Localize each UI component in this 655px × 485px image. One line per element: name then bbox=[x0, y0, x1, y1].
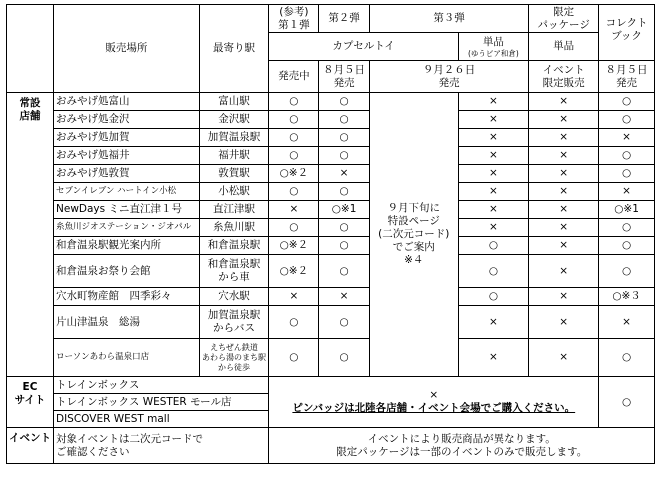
mark-wave2: ○ bbox=[319, 93, 370, 111]
mark-single: × bbox=[458, 183, 529, 201]
category-stores bbox=[7, 93, 54, 377]
store-name: おみやげ処富山 bbox=[54, 93, 200, 111]
store-name: おみやげ処福井 bbox=[54, 147, 200, 165]
table-row bbox=[7, 147, 655, 165]
table-row bbox=[7, 111, 655, 129]
header-station: 最寄り駅 bbox=[199, 5, 269, 93]
category-ec-line2: サイト bbox=[14, 394, 46, 406]
table-row bbox=[7, 201, 655, 219]
header-sep26 bbox=[369, 61, 528, 93]
mark-wave1: × bbox=[269, 201, 319, 219]
ec-note-cell bbox=[269, 377, 599, 428]
table-row bbox=[7, 93, 655, 111]
sep26-note bbox=[369, 93, 458, 377]
header-wave2: 第２弾 bbox=[319, 5, 370, 33]
header-single2: 単品 bbox=[529, 33, 599, 61]
category-ec-line1: EC bbox=[22, 381, 38, 393]
ec-site-name: トレインボックス WESTER モール店 bbox=[54, 394, 269, 411]
header-single-sub: (ゆうビア和倉) bbox=[468, 48, 519, 58]
mark-wave1: ○ bbox=[269, 183, 319, 201]
table-row bbox=[7, 377, 655, 394]
mark-wave2: × bbox=[319, 288, 370, 306]
store-name: 和倉温泉駅観光案内所 bbox=[54, 237, 200, 255]
store-name: 和倉温泉お祭り会館 bbox=[54, 255, 200, 288]
store-station-line2: から車 bbox=[218, 271, 250, 283]
header-event-line1: イベント bbox=[542, 63, 585, 76]
mark-limited: × bbox=[529, 183, 599, 201]
mark-limited: × bbox=[529, 219, 599, 237]
mark-collect: ○ bbox=[599, 339, 655, 377]
mark-wave1: × bbox=[269, 288, 319, 306]
mark-limited: × bbox=[529, 339, 599, 377]
mark-limited: × bbox=[529, 165, 599, 183]
mark-wave1: ○ bbox=[269, 219, 319, 237]
mark-wave1: ○ bbox=[269, 111, 319, 129]
store-station bbox=[199, 306, 269, 339]
store-station bbox=[199, 339, 269, 377]
corner-cell bbox=[7, 5, 54, 93]
mark-single: × bbox=[458, 147, 529, 165]
mark-wave2: ○ bbox=[319, 339, 370, 377]
event-instructions bbox=[54, 428, 269, 464]
mark-collect: × bbox=[599, 183, 655, 201]
header-aug5-release: 発売 bbox=[333, 76, 355, 89]
store-station: 糸魚川駅 bbox=[199, 219, 269, 237]
sep26-note-line4: でご案内 bbox=[392, 241, 435, 253]
mark-wave1: ○ bbox=[269, 339, 319, 377]
mark-single: × bbox=[458, 219, 529, 237]
header-wave1 bbox=[269, 5, 319, 33]
header-collect bbox=[599, 5, 655, 61]
mark-single: × bbox=[458, 129, 529, 147]
store-name: おみやげ処金沢 bbox=[54, 111, 200, 129]
mark-single: × bbox=[458, 165, 529, 183]
mark-collect: ○ bbox=[599, 147, 655, 165]
mark-limited: × bbox=[529, 147, 599, 165]
header-single bbox=[458, 33, 529, 61]
mark-wave1: ○ bbox=[269, 129, 319, 147]
mark-collect: ○ bbox=[599, 165, 655, 183]
category-ec bbox=[7, 377, 54, 428]
mark-limited: × bbox=[529, 288, 599, 306]
mark-limited: × bbox=[529, 93, 599, 111]
event-text-line2: ご確認ください bbox=[56, 445, 130, 458]
header-event-limited bbox=[529, 61, 599, 93]
store-station-line1: 和倉温泉駅 bbox=[207, 258, 261, 270]
store-station-line1: えちぜん鉄道 bbox=[210, 342, 258, 352]
sales-location-table-container bbox=[6, 4, 655, 464]
sep26-note-line2: 特設ページ bbox=[387, 215, 440, 227]
mark-collect: ○ bbox=[599, 111, 655, 129]
mark-limited: × bbox=[529, 201, 599, 219]
mark-collect: ○ bbox=[599, 237, 655, 255]
mark-single: × bbox=[458, 306, 529, 339]
sep26-note-line1: ９月下旬に bbox=[387, 202, 440, 214]
store-name: ローソンあわら温泉口店 bbox=[54, 339, 200, 377]
mark-wave1: ○ bbox=[269, 93, 319, 111]
header-collect-release: 発売 bbox=[616, 76, 638, 89]
table-row bbox=[7, 288, 655, 306]
header-collect-aug5: ８月５日 bbox=[605, 63, 648, 76]
mark-limited: × bbox=[529, 129, 599, 147]
header-shop: 販売場所 bbox=[54, 5, 200, 93]
mark-limited: × bbox=[529, 111, 599, 129]
header-sep26-release: 発売 bbox=[438, 76, 460, 89]
mark-wave2: ○ bbox=[319, 147, 370, 165]
mark-wave2: ○※1 bbox=[319, 201, 370, 219]
event-note-cell bbox=[269, 428, 655, 464]
header-collect-date bbox=[599, 61, 655, 93]
category-stores-line2: 店舗 bbox=[19, 110, 41, 122]
mark-wave2: ○ bbox=[319, 306, 370, 339]
header-wave1-label: 第１弾 bbox=[278, 18, 310, 31]
event-note-line1: イベントにより販売商品が異なります。 bbox=[367, 432, 556, 445]
header-aug5 bbox=[319, 61, 370, 93]
mark-single: ○ bbox=[458, 237, 529, 255]
store-station: 加賀温泉駅 bbox=[199, 129, 269, 147]
mark-single: × bbox=[458, 201, 529, 219]
header-wave3: 第３弾 bbox=[369, 5, 528, 33]
mark-single: ○ bbox=[458, 255, 529, 288]
header-ref-label: (参考) bbox=[279, 5, 309, 18]
ec-site-name: DISCOVER WEST mall bbox=[54, 411, 269, 428]
header-aug5-date: ８月５日 bbox=[323, 63, 366, 76]
store-station-line1: 加賀温泉駅 bbox=[207, 309, 261, 321]
mark-wave1: ○ bbox=[269, 306, 319, 339]
mark-wave1: ○※２ bbox=[269, 237, 319, 255]
mark-wave2: ○ bbox=[319, 129, 370, 147]
ec-note: ピンバッジは北陸各店舗・イベント会場でご購入ください。 bbox=[292, 402, 576, 414]
category-event: イベント bbox=[7, 428, 54, 464]
table-row bbox=[7, 129, 655, 147]
header-collect-line1: コレクト bbox=[605, 17, 648, 29]
mark-collect: ○ bbox=[599, 219, 655, 237]
store-station-line2: あわら湯のまち駅 bbox=[202, 352, 267, 362]
mark-wave2: ○ bbox=[319, 255, 370, 288]
store-name: おみやげ処敦賀 bbox=[54, 165, 200, 183]
ec-mark: × bbox=[429, 389, 439, 401]
header-limited-line1: 限定 bbox=[553, 5, 575, 18]
mark-wave2: ○ bbox=[319, 111, 370, 129]
store-station: 小松駅 bbox=[199, 183, 269, 201]
mark-limited: × bbox=[529, 306, 599, 339]
store-station: 和倉温泉駅 bbox=[199, 237, 269, 255]
sales-location-table bbox=[6, 4, 655, 464]
ec-collect-mark: ○ bbox=[599, 377, 655, 428]
table-row bbox=[7, 165, 655, 183]
mark-collect: ○ bbox=[599, 93, 655, 111]
mark-limited: × bbox=[529, 237, 599, 255]
mark-wave2: ○ bbox=[319, 183, 370, 201]
mark-collect: × bbox=[599, 306, 655, 339]
mark-collect: ○※1 bbox=[599, 201, 655, 219]
event-note-line2: 限定パッケージは一部のイベントのみで販売します。 bbox=[336, 445, 588, 458]
mark-wave1: ○ bbox=[269, 147, 319, 165]
mark-wave2: ○ bbox=[319, 219, 370, 237]
header-on-sale: 発売中 bbox=[269, 61, 319, 93]
header-single-label: 単品 bbox=[482, 35, 504, 48]
store-name: おみやげ処加賀 bbox=[54, 129, 200, 147]
header-limited-line2: パッケージ bbox=[537, 18, 590, 31]
mark-wave2: × bbox=[319, 165, 370, 183]
event-text-line1: 対象イベントは二次元コードで bbox=[56, 432, 203, 445]
mark-single: × bbox=[458, 111, 529, 129]
mark-wave2: ○ bbox=[319, 237, 370, 255]
mark-single: ○ bbox=[458, 288, 529, 306]
mark-single: × bbox=[458, 93, 529, 111]
store-name: セブンイレブン ハートイン小松 bbox=[54, 183, 200, 201]
table-row bbox=[7, 428, 655, 464]
store-name: 片山津温泉 総湯 bbox=[54, 306, 200, 339]
category-stores-line1: 常設 bbox=[19, 97, 41, 109]
store-station-line2: からバス bbox=[213, 322, 256, 334]
mark-collect: × bbox=[599, 129, 655, 147]
store-station bbox=[199, 255, 269, 288]
table-row bbox=[7, 255, 655, 288]
header-limited bbox=[529, 5, 599, 33]
store-station: 福井駅 bbox=[199, 147, 269, 165]
mark-limited: × bbox=[529, 255, 599, 288]
store-station: 富山駅 bbox=[199, 93, 269, 111]
header-sep26-date: ９月２６日 bbox=[422, 63, 476, 76]
table-row bbox=[7, 219, 655, 237]
sep26-note-line3: (二次元コード) bbox=[378, 228, 450, 240]
store-station: 直江津駅 bbox=[199, 201, 269, 219]
table-row bbox=[7, 306, 655, 339]
store-station-line3: から徒歩 bbox=[218, 362, 251, 372]
store-station: 穴水駅 bbox=[199, 288, 269, 306]
mark-single: × bbox=[458, 339, 529, 377]
mark-wave1: ○※２ bbox=[269, 255, 319, 288]
header-collect-line2: ブック bbox=[611, 30, 642, 42]
mark-collect: ○※３ bbox=[599, 288, 655, 306]
header-event-line2: 限定販売 bbox=[542, 76, 585, 89]
table-row bbox=[7, 237, 655, 255]
ec-site-name: トレインボックス bbox=[54, 377, 269, 394]
store-name: 穴水町物産館 四季彩々 bbox=[54, 288, 200, 306]
store-name: NewDays ミニ直江津１号 bbox=[54, 201, 200, 219]
mark-wave1: ○※２ bbox=[269, 165, 319, 183]
store-name: 糸魚川ジオステーション・ジオパル bbox=[54, 219, 200, 237]
mark-collect: ○ bbox=[599, 255, 655, 288]
sep26-note-line5: ※４ bbox=[404, 254, 424, 266]
table-row bbox=[7, 183, 655, 201]
header-capsule-toy: カプセルトイ bbox=[269, 33, 458, 61]
store-station: 金沢駅 bbox=[199, 111, 269, 129]
store-station: 敦賀駅 bbox=[199, 165, 269, 183]
table-row bbox=[7, 339, 655, 377]
